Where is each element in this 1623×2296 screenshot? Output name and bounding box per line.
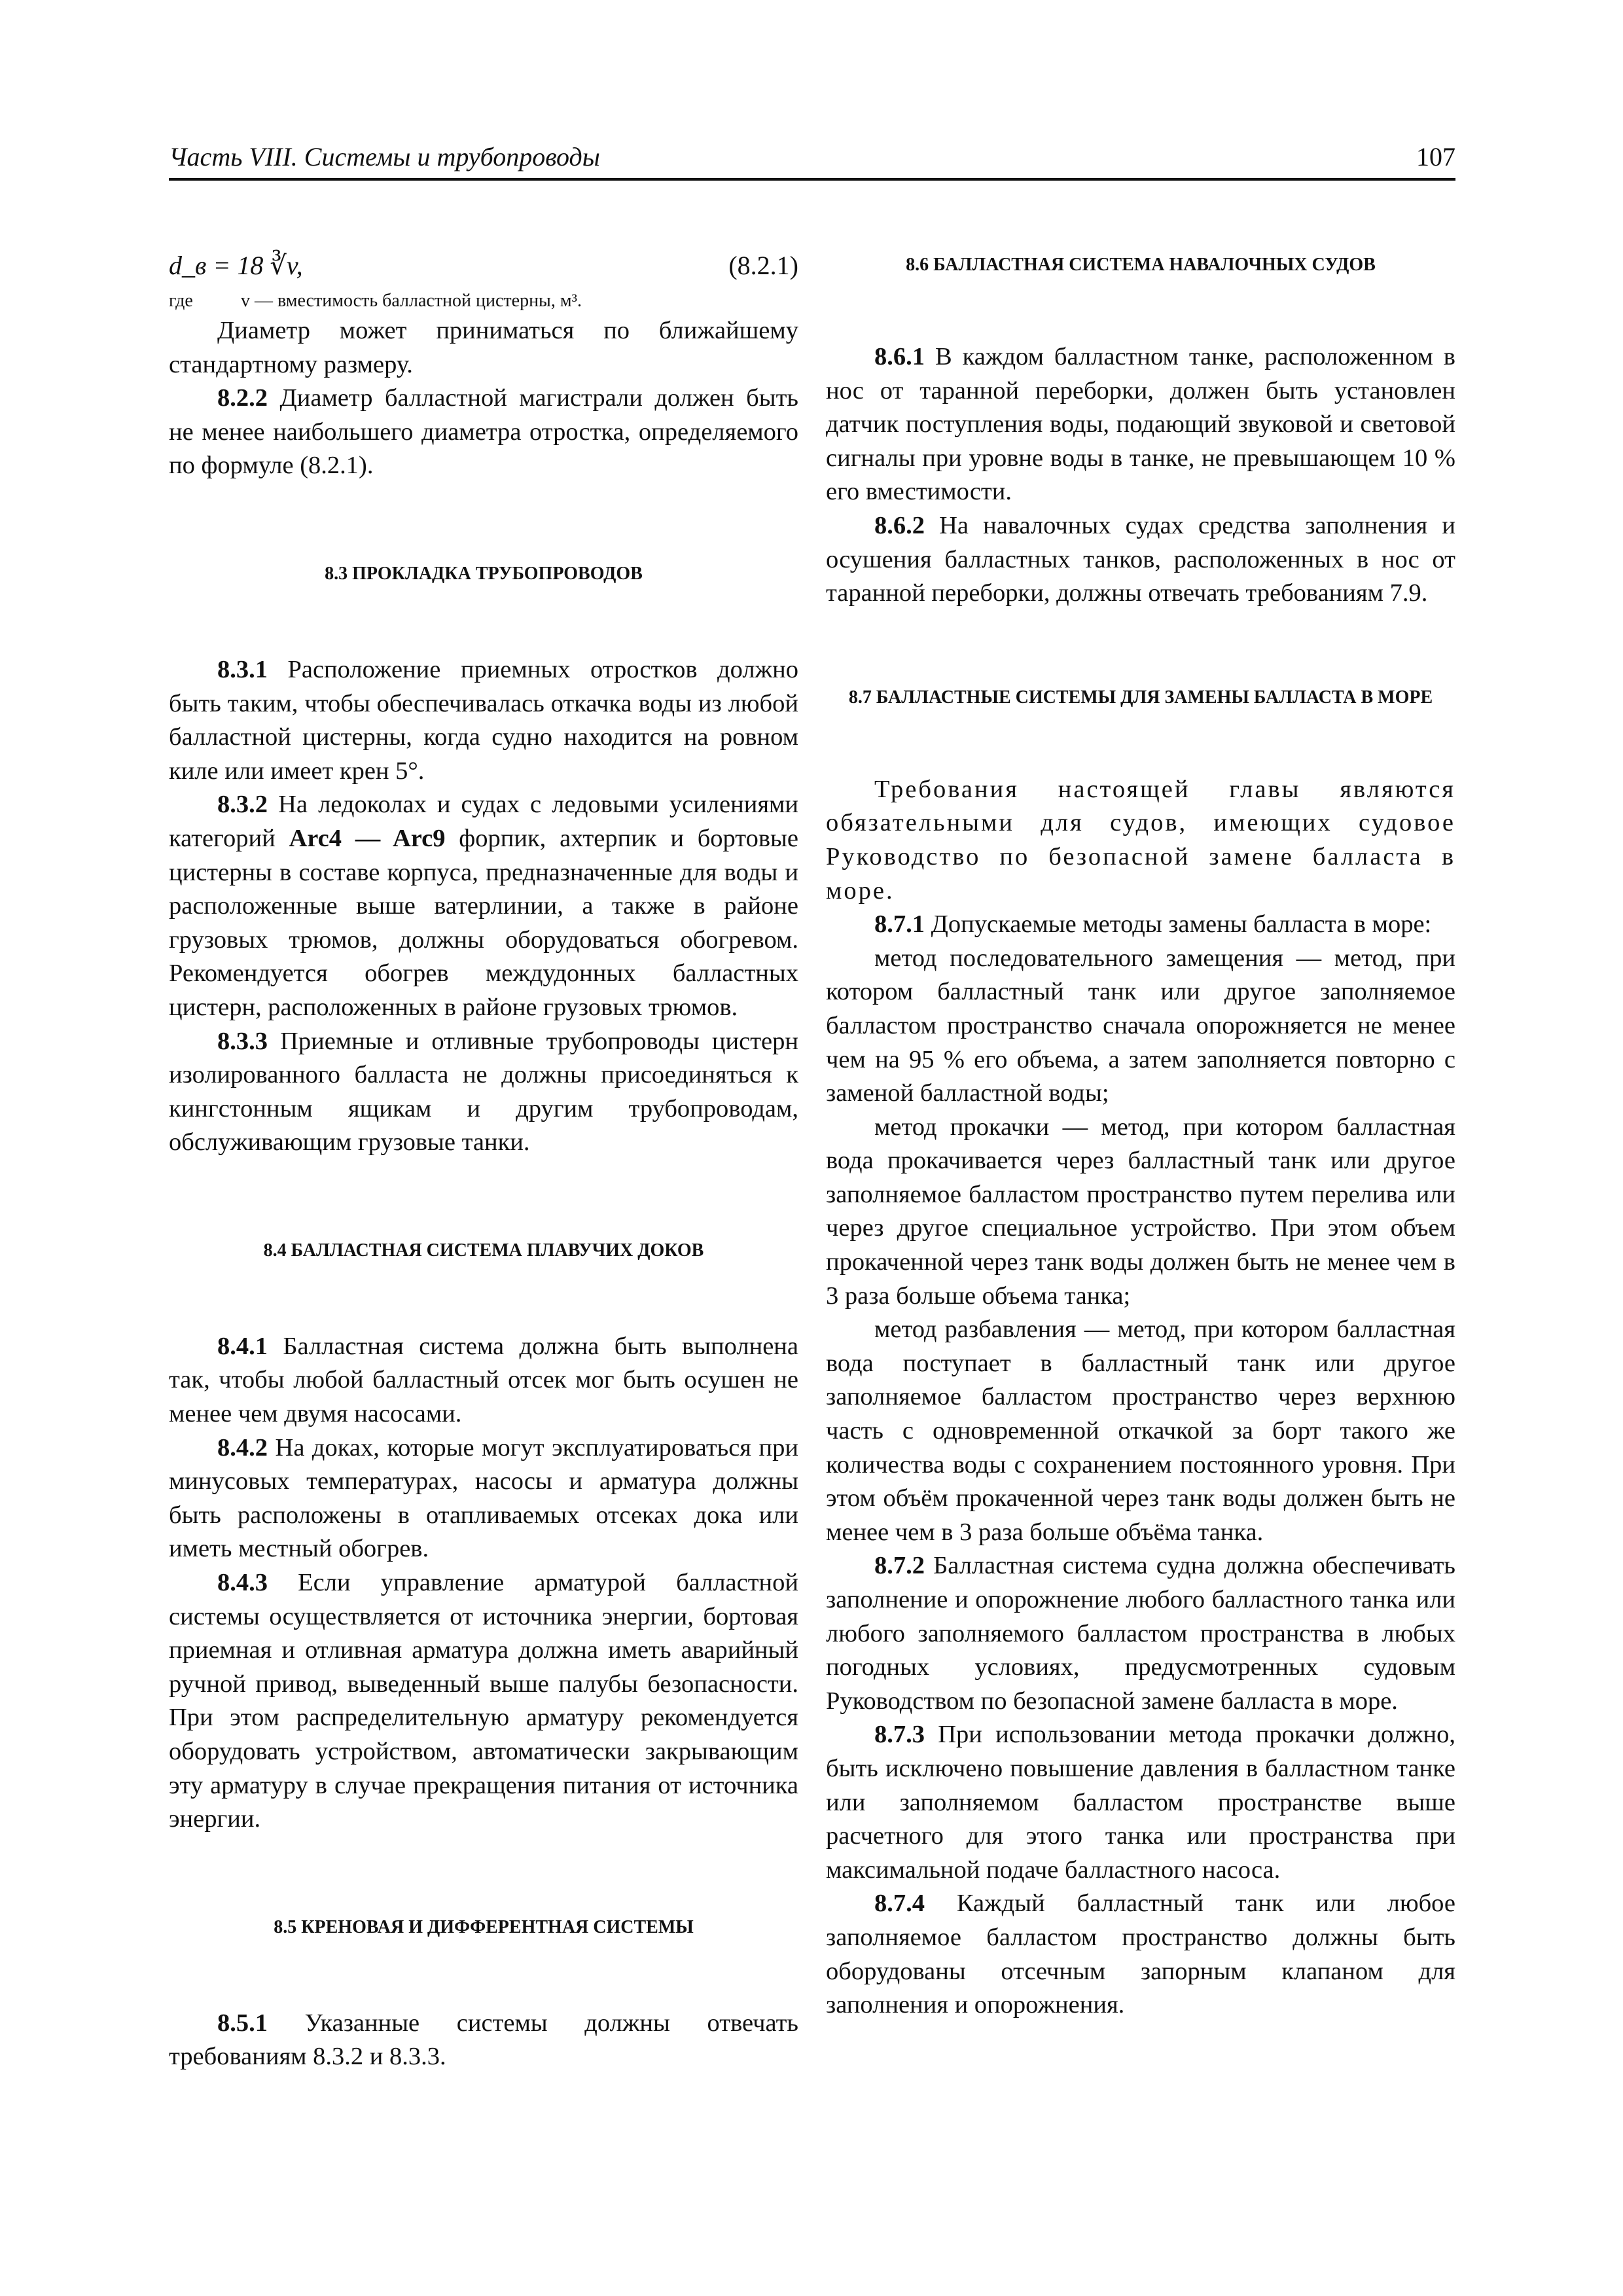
clause-text: На доках, которые могут эксплуатироваться при минусовых температурах, насосы и арматура должны быть расположены в отапливаемых отсеках дока или иметь местный обогрев. (169, 1433, 798, 1563)
clause-number: 8.6.2 (874, 511, 925, 539)
running-title: Часть VIII. Системы и трубопроводы (169, 142, 600, 171)
paragraph-diameter: Диаметр может приниматься по ближайшему стандартному размеру. (169, 317, 798, 378)
clause-number: 8.2.2 (217, 384, 268, 412)
clause-number: 8.7.1 (874, 910, 925, 939)
clause-number: 8.4.2 (217, 1433, 268, 1462)
section-heading-8-3: 8.3 ПРОКЛАДКА ТРУБОПРОВОДОВ (325, 563, 643, 584)
paragraph-8-7-intro: Требования настоящей главы являются обязательными для судов, имеющих судовое Руководство по безопасной замене балласта в море. (826, 775, 1455, 905)
ice-class-range: Arc4 — Arc9 (289, 824, 446, 852)
clause-number: 8.7.3 (874, 1721, 925, 1749)
where-text: v — вместимость балластной цистерны, м³. (241, 291, 582, 311)
formula-number: (8.2.1) (728, 251, 798, 280)
clause-number: 8.4.3 (217, 1569, 268, 1597)
formula-legend (169, 288, 798, 314)
left-column (169, 249, 798, 2074)
page-number: 107 (1416, 142, 1455, 171)
clause-text: Если управление арматурой балластной системы осуществляется от источника энергии, бортовая приемная и отливная арматура должна иметь аварийный ручной привод, выведенный выше палубы безопасности. При этом распределительную арматуру рекомендуется оборудовать устройством, автоматически закрывающим эту арматуру в случае прекращения питания от источника энергии. (169, 1569, 798, 1833)
method-flow-through: метод прокачки — метод, при котором балластная вода прокачивается через балластный танк или другое заполняемое балластом пространство путем перелива или через другое специальное устройство. При этом объем прокаченной через танк воды должен быть не менее чем в 3 раза больше объема танка; (826, 1113, 1455, 1310)
section-heading-8-7: 8.7 БАЛЛАСТНЫЕ СИСТЕМЫ ДЛЯ ЗАМЕНЫ БАЛЛАСТА В МОРЕ (848, 687, 1433, 708)
formula-text: d_в = 18 ∛v, (169, 251, 303, 280)
clause-text: На навалочных судах средства заполнения и осушения балластных танков, расположенных в нос от таранной переборки, должны отвечать требованиям 7.9. (826, 511, 1455, 607)
method-sequential: метод последовательного замещения — метод, при котором балластный танк или другое заполняемое балластом пространство сначала опорожняется не менее чем на 95 % его объема, а затем заполняется повторно с заменой балластной воды; (826, 944, 1455, 1107)
section-heading-8-4: 8.4 БАЛЛАСТНАЯ СИСТЕМА ПЛАВУЧИХ ДОКОВ (263, 1240, 704, 1261)
clause-text: Указанные системы должны отвечать требованиям 8.3.2 и 8.3.3. (169, 2009, 798, 2071)
paragraph-8-6-2 (826, 509, 1455, 611)
paragraph-8-6-1 (826, 340, 1455, 509)
clause-number: 8.3.3 (217, 1027, 268, 1055)
paragraph-8-7-4 (826, 1887, 1455, 2022)
where-word: где (169, 291, 193, 311)
paragraph-8-4-3 (169, 1566, 798, 1837)
paragraph-8-3-1 (169, 653, 798, 788)
paragraph-8-4-1 (169, 1330, 798, 1431)
section-heading-8-6: 8.6 БАЛЛАСТНАЯ СИСТЕМА НАВАЛОЧНЫХ СУДОВ (906, 255, 1376, 275)
right-column (826, 249, 1455, 2022)
clause-text: Балластная система должна быть выполнена так, чтобы любой балластный отсек мог быть осушен не менее чем двумя насосами. (169, 1332, 798, 1428)
clause-text: Диаметр балластной магистрали должен быть не менее наибольшего диаметра отростка, определяемого по формуле (8.2.1). (169, 384, 798, 480)
method-dilution: метод разбавления — метод, при котором балластная вода поступает в балластный танк или другое заполняемое балластом пространство через верхнюю часть с одновременной откачкой за борт такого же количества воды с сохранением постоянного уровня. При этом объём прокаченной через танк воды должен быть не менее чем в 3 раза больше объёма танка. (826, 1316, 1455, 1546)
clause-text: Расположение приемных отростков должно быть таким, чтобы обеспечивалась откачка воды из любой балластной цистерны, когда судно находится на ровном киле или имеет крен 5°. (169, 655, 798, 785)
paragraph-8-7-1 (826, 908, 1455, 942)
clause-number: 8.7.2 (874, 1552, 925, 1580)
clause-text: При использовании метода прокачки должно, быть исключено повышение давления в балластном танке или заполняемом балластом пространстве выше расчетного для этого танка или пространства при максимальной подаче балластного насоса. (826, 1721, 1455, 1884)
clause-text: На ледоколах и судах с ледовыми усилениями категорий (169, 791, 798, 852)
paragraph-8-2-2 (169, 382, 798, 483)
clause-text: Балластная система судна должна обеспечивать заполнение и опорожнение любого балластного танка или любого заполняемого балластом пространства в любых погодных условиях, предусмотренных судовым Руководством по безопасной замене балласта в море. (826, 1552, 1455, 1715)
paragraph-8-7-3 (826, 1718, 1455, 1887)
paragraph-8-7-2 (826, 1549, 1455, 1718)
clause-number: 8.6.1 (874, 343, 925, 370)
clause-number: 8.3.1 (217, 655, 268, 683)
paragraph-8-5-1 (169, 2007, 798, 2074)
clause-text: форпик, ахтерпик и бортовые цистерны в составе корпуса, предназначенные для воды и расположенные выше ватерлинии, а также в районе грузовых трюмов, должны оборудоваться обогревом. Рекомендуется обогрев междудонных балластных цистерн, расположенных в районе грузовых трюмов. (169, 824, 798, 1021)
clause-number: 8.7.4 (874, 1890, 925, 1918)
clause-text: Допускаемые методы замены балласта в море: (925, 910, 1432, 939)
clause-text: Приемные и отливные трубопроводы цистерн изолированного балласта не должны присоединяться к кингстонным ящикам и другим трубопроводам, обслуживающим грузовые танки. (169, 1027, 798, 1157)
paragraph-8-4-2 (169, 1431, 798, 1566)
clause-text: Каждый балластный танк или любое заполняемое балластом пространство должны быть оборудованы отсечным запорным клапаном для заполнения и опорожнения. (826, 1890, 1455, 2019)
formula-8-2-1 (169, 249, 798, 288)
section-heading-8-5: 8.5 КРЕНОВАЯ И ДИФФЕРЕНТНАЯ СИСТЕМЫ (274, 1916, 694, 1937)
clause-number: 8.5.1 (217, 2009, 268, 2037)
clause-text: В каждом балластном танке, расположенном в нос от таранной переборки, должен быть установлен датчик поступления воды, подающий звуковой и световой сигналы при уровне воды в танке, не превышающем 10 % его вместимости. (826, 343, 1455, 506)
clause-number: 8.3.2 (217, 791, 268, 819)
paragraph-8-3-2 (169, 788, 798, 1024)
clause-number: 8.4.1 (217, 1332, 268, 1360)
paragraph-8-3-3 (169, 1025, 798, 1160)
page-header (169, 139, 1455, 181)
